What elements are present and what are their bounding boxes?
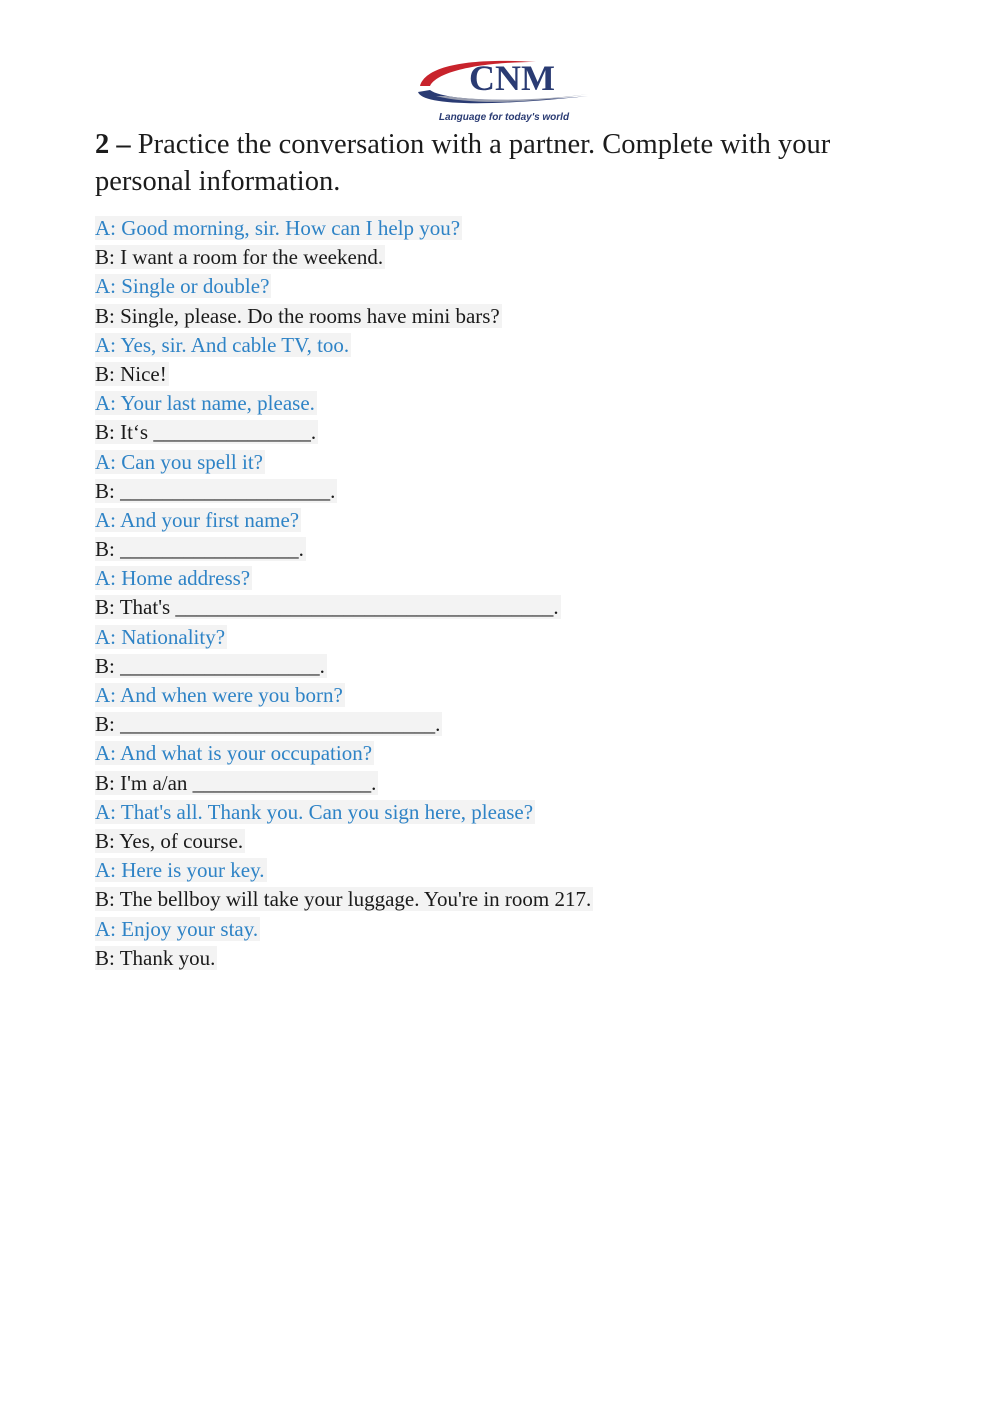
dialogue-text: B: I'm a/an _________________.	[95, 770, 377, 795]
dialogue-line-a	[95, 214, 975, 243]
dialogue-text: A: And your first name?	[95, 507, 300, 532]
dialogue-line-b	[95, 302, 975, 331]
dialogue-line-b	[95, 652, 975, 681]
dialogue-text: A: Here is your key.	[95, 858, 265, 883]
dialogue-text: B: ______________________________.	[95, 712, 441, 737]
dialogue-line-a	[95, 506, 975, 535]
dialogue-line-a	[95, 623, 975, 652]
cnm-logo	[416, 56, 592, 128]
exercise-instruction: Practice the conversation with a partner. Complete with your personal information.	[95, 129, 831, 197]
logo-tagline: Language for today's world	[438, 112, 570, 123]
dialogue-line-b	[95, 885, 975, 914]
dialogue-line-a	[95, 272, 975, 301]
dialogue-text: A: Can you spell it?	[95, 449, 263, 474]
dialogue-line-b	[95, 418, 975, 447]
dialogue-line-b	[95, 593, 975, 622]
dialogue-line-b	[95, 535, 975, 564]
dialogue-line-b	[95, 360, 975, 389]
dialogue-line-b	[95, 769, 975, 798]
dialogue-line-a	[95, 331, 975, 360]
dialogue-line-a	[95, 448, 975, 477]
dialogue-text: B: _________________.	[95, 537, 304, 562]
dialogue-text: B: That's ____________________________________.	[95, 595, 559, 620]
dialogue-text: A: Enjoy your stay.	[95, 916, 259, 941]
exercise-heading	[95, 126, 915, 200]
dialogue-text: A: Single or double?	[95, 274, 270, 299]
dialogue-line-b	[95, 243, 975, 272]
dialogue-text: B: Yes, of course.	[95, 828, 244, 853]
dialogue-text: A: And what is your occupation?	[95, 741, 373, 766]
dialogue-text: B: Single, please. Do the rooms have mini bars?	[95, 303, 500, 328]
dialogue-line-a	[95, 681, 975, 710]
dialogue-text: B: ___________________.	[95, 653, 325, 678]
dialogue-line-b	[95, 710, 975, 739]
dialogue-text: A: Nationality?	[95, 624, 226, 649]
dialogue-text: B: Thank you.	[95, 945, 216, 970]
dialogue-text: B: I want a room for the weekend.	[95, 245, 384, 270]
dialogue-line-b	[95, 944, 975, 973]
dialogue-line-b	[95, 827, 975, 856]
dialogue-text: A: And when were you born?	[95, 683, 343, 707]
dialogue-line-a	[95, 798, 975, 827]
cnm-logo-graphic	[416, 56, 592, 112]
dialogue-line-a	[95, 856, 975, 885]
logo-brand-text: CNM	[469, 58, 555, 98]
dialogue-text: B: The bellboy will take your luggage. You're in room 217.	[95, 887, 592, 912]
dialogue-text: B: ____________________.	[95, 478, 336, 503]
dialogue-text: A: Your last name, please.	[95, 391, 315, 416]
dialogue-text: A: Good morning, sir. How can I help you?	[95, 216, 461, 240]
dialogue-list	[95, 214, 975, 973]
dialogue-text: A: That's all. Thank you. Can you sign here, please?	[95, 799, 534, 824]
dialogue-line-a	[95, 915, 975, 944]
dialogue-text: A: Yes, sir. And cable TV, too.	[95, 332, 350, 357]
dialogue-line-a	[95, 389, 975, 418]
dialogue-line-a	[95, 739, 975, 768]
dialogue-text: B: It‘s _______________.	[95, 420, 317, 445]
dialogue-line-b	[95, 477, 975, 506]
dialogue-line-a	[95, 564, 975, 593]
dialogue-text: B: Nice!	[95, 361, 167, 386]
exercise-number: 2 –	[95, 129, 131, 160]
dialogue-text: A: Home address?	[95, 566, 251, 591]
